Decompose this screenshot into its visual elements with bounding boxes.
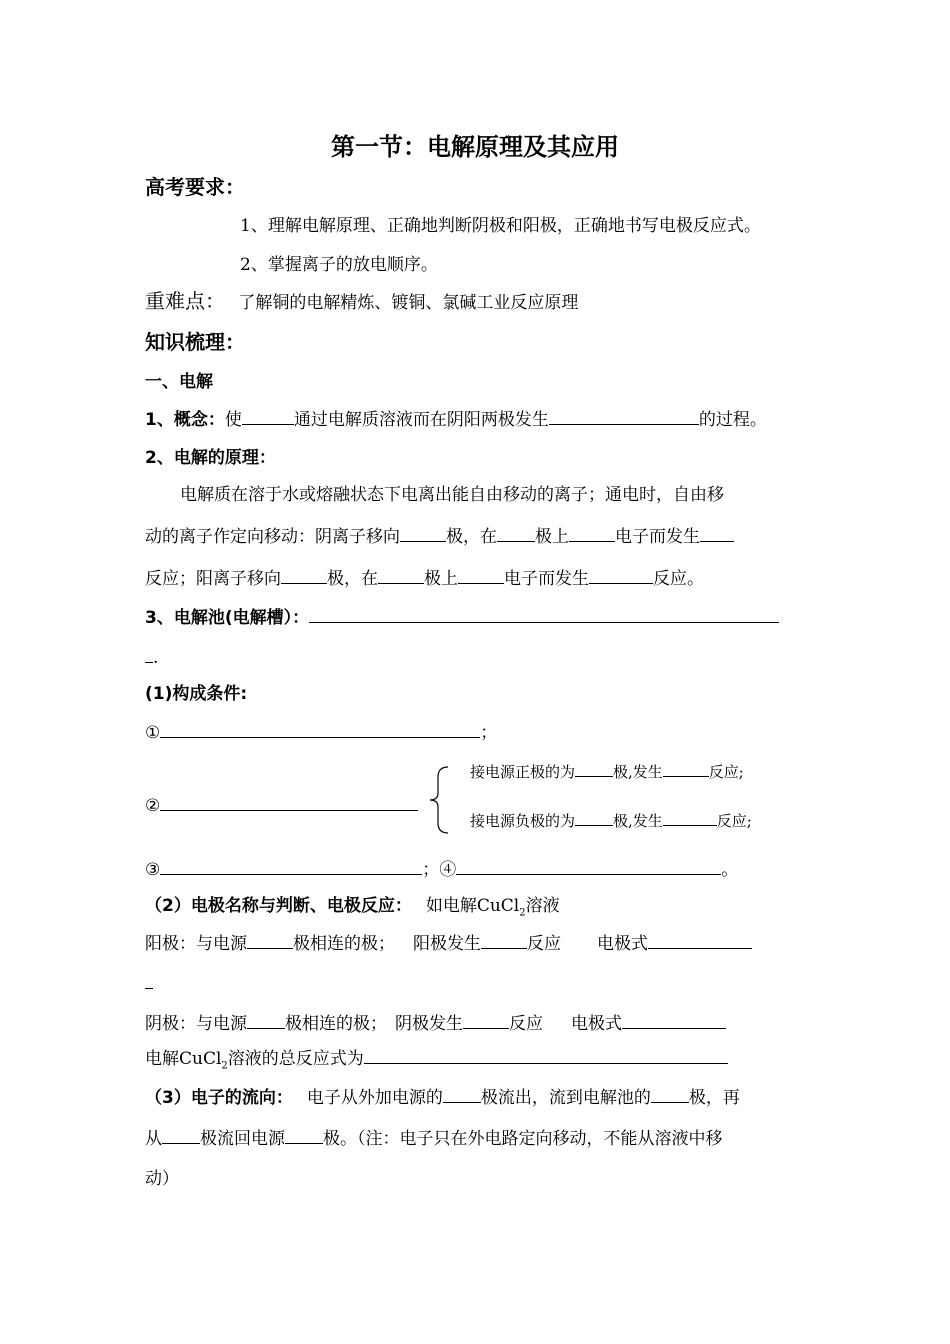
condition-2-blank[interactable] (663, 809, 717, 826)
condition-2-blank[interactable] (663, 760, 709, 777)
principle-blank[interactable] (281, 567, 327, 584)
condition-3-mark: ③ (145, 860, 161, 880)
flow-text: 极，再 (688, 1088, 740, 1108)
electrode-example-subscript: 2 (519, 907, 526, 919)
total-reaction-text: 电解 (145, 1049, 179, 1069)
condition-4-mark: ④ (439, 860, 457, 880)
condition-2-text: 反应; (716, 812, 752, 830)
condition-4-end: 。 (721, 860, 739, 880)
concept-text-3: 的过程。 (698, 410, 767, 430)
condition-1 (145, 721, 497, 744)
principle-text: 极，在 (327, 569, 378, 589)
principle-blank[interactable] (497, 525, 535, 542)
condition-2-blank[interactable] (575, 760, 613, 777)
cathode-text: 电极式 (571, 1014, 622, 1034)
cell-blank-continued[interactable] (145, 646, 153, 663)
flow-label: （3）电子的流向： (145, 1088, 293, 1108)
flow-text: 从 (145, 1129, 162, 1149)
anode-text: 反应 (527, 934, 561, 954)
condition-2-blank[interactable] (575, 809, 613, 826)
anode-line (145, 932, 752, 955)
cathode-blank[interactable] (463, 1012, 509, 1029)
anode-text: 阳极发生 (413, 934, 481, 954)
anode-text: 阳极：与电源 (145, 934, 247, 954)
principle-blank[interactable] (700, 525, 734, 542)
cell-line-end (145, 646, 158, 669)
total-reaction-line (145, 1047, 728, 1077)
electrode-example: 如电解 (425, 896, 477, 916)
principle-blank[interactable] (458, 567, 504, 584)
total-reaction-text: 溶液的总反应式为 (227, 1049, 364, 1069)
requirements-heading: 高考要求： (145, 175, 245, 199)
electrode-example-formula: CuCl (476, 896, 520, 916)
principle-text: 反应；阳离子移向 (145, 569, 281, 589)
condition-2-text: 反应; (708, 763, 744, 781)
flow-blank[interactable] (285, 1127, 323, 1144)
condition-1-end: ； (480, 723, 498, 743)
condition-1-mark: ① (145, 723, 161, 743)
flow-line-2 (145, 1127, 723, 1150)
principle-text: 极上 (424, 569, 458, 589)
cell-label: 3、电解池(电解槽）： (145, 608, 310, 628)
anode-equation-blank[interactable] (648, 932, 752, 949)
principle-text: 反应。 (653, 569, 704, 589)
concept-text-1: 使 (224, 410, 242, 430)
requirement-item-2: 2、掌握离子的放电顺序。 (240, 255, 438, 275)
condition-4-blank[interactable] (456, 858, 721, 875)
principle-text: 极，在 (446, 527, 497, 547)
concept-text-2: 通过电解质溶液而在阴阳两极发生 (293, 410, 549, 430)
principle-paragraph-3 (145, 567, 704, 590)
flow-line-3: 动） (145, 1169, 179, 1189)
condition-2-text: 接电源负极的为 (470, 812, 576, 830)
flow-blank[interactable] (443, 1086, 481, 1103)
electrode-line (145, 895, 560, 924)
section-electrolysis: 一、电解 (145, 372, 213, 392)
cathode-text: 阴极：与电源 (145, 1014, 247, 1034)
anode-line-continued (145, 972, 153, 995)
principle-blank[interactable] (378, 567, 424, 584)
knowledge-heading: 知识梳理： (145, 330, 245, 354)
condition-2-text: 极,发生 (613, 763, 663, 781)
cathode-line (145, 1012, 726, 1035)
condition-3-sep: ； (422, 860, 440, 880)
principle-paragraph-2 (145, 525, 734, 548)
key-points-heading: 重难点： (145, 289, 225, 313)
cathode-text: 阴极发生 (395, 1014, 463, 1034)
concept-blank-2[interactable] (549, 408, 699, 425)
principle-text: 电子而发生 (504, 569, 589, 589)
condition-2-blank[interactable] (160, 794, 418, 811)
cell-blank[interactable] (309, 606, 779, 623)
principle-blank[interactable] (589, 567, 653, 584)
flow-text: 电子从外加电源的 (306, 1088, 443, 1108)
condition-3-blank[interactable] (160, 858, 422, 875)
principle-text: 极上 (535, 527, 569, 547)
total-reaction-subscript: 2 (221, 1060, 228, 1072)
principle-blank[interactable] (569, 525, 615, 542)
concept-label: 1、概念： (145, 410, 225, 430)
cathode-text: 极相连的极； (285, 1014, 387, 1034)
condition-2-negative (470, 809, 752, 832)
flow-line-1 (145, 1086, 740, 1109)
condition-2 (145, 794, 418, 817)
anode-blank[interactable] (247, 932, 293, 949)
requirement-item-1: 1、理解电解原理、正确地判断阴极和阳极，正确地书写电极反应式。 (240, 216, 761, 236)
concept-blank-1[interactable] (242, 408, 294, 425)
curly-brace (428, 765, 452, 835)
cell-line (145, 606, 779, 629)
condition-3-4 (145, 858, 738, 881)
flow-text: 极流回电源 (200, 1129, 285, 1149)
total-reaction-blank[interactable] (364, 1047, 728, 1064)
flow-blank[interactable] (162, 1127, 200, 1144)
condition-2-text: 极,发生 (613, 812, 663, 830)
principle-blank[interactable] (400, 525, 446, 542)
principle-paragraph-1: 电解质在溶于水或熔融状态下电离出能自由移动的离子；通电时，自由移 (180, 485, 724, 505)
cathode-text: 反应 (509, 1014, 543, 1034)
anode-text: 极相连的极； (293, 934, 395, 954)
principle-text: 电子而发生 (615, 527, 700, 547)
flow-text: 极流出，流到电解池的 (480, 1088, 651, 1108)
anode-text: 电极式 (597, 934, 648, 954)
cathode-blank[interactable] (247, 1012, 285, 1029)
electrode-label: （2）电极名称与判断、电极反应： (145, 896, 412, 916)
principle-label: 2、电解的原理： (145, 448, 276, 468)
anode-blank[interactable] (481, 932, 527, 949)
flow-blank[interactable] (651, 1086, 689, 1103)
flow-text: 极。（注：电子只在外电路定向移动，不能从溶液中移 (323, 1129, 723, 1149)
condition-2-positive (470, 760, 744, 783)
total-reaction-formula: CuCl (179, 1049, 222, 1069)
condition-1-blank[interactable] (160, 721, 480, 738)
cathode-equation-blank[interactable] (622, 1012, 726, 1029)
cell-end-dot: . (153, 648, 159, 668)
condition-2-text: 接电源正极的为 (470, 763, 576, 781)
conditions-label: (1)构成条件: (145, 684, 248, 704)
electrode-example-end: 溶液 (525, 896, 560, 916)
anode-equation-blank-continued[interactable] (145, 972, 153, 989)
key-points-line (145, 290, 578, 314)
condition-2-mark: ② (145, 796, 161, 816)
page-title: 第一节：电解原理及其应用 (331, 133, 619, 161)
principle-text: 动的离子作定向移动：阴离子移向 (145, 527, 400, 547)
key-points-text: 了解铜的电解精炼、镀铜、氯碱工业反应原理 (238, 293, 579, 313)
concept-line (145, 408, 767, 431)
